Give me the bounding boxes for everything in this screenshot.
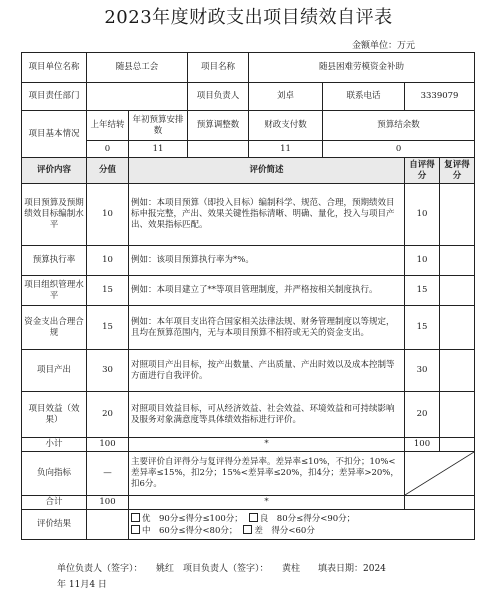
- table-row: [22, 306, 475, 350]
- row-desc: 例如：该项目预算执行率为*%。: [129, 246, 405, 276]
- subtotal-self: 100: [405, 438, 440, 452]
- table-row: [22, 392, 475, 438]
- amount-unit: 金额单位：万元: [351, 41, 415, 51]
- row-recheck-score: [440, 306, 475, 350]
- table-row: [22, 350, 475, 392]
- row-score: 20: [87, 392, 129, 438]
- checkbox-icon: [131, 513, 140, 522]
- row-name: 项目效益（效果）: [22, 392, 87, 438]
- basics-row-values: [22, 141, 475, 158]
- row-self-score: 15: [405, 306, 440, 350]
- info-row-1: [22, 53, 475, 83]
- result-options: [129, 510, 475, 540]
- basics-label: 项目基本情况: [22, 111, 87, 158]
- carryover-value: 0: [87, 141, 129, 158]
- table-row: [22, 276, 475, 306]
- fiscal-payment-value: 11: [249, 141, 323, 158]
- row-self-score: 10: [405, 246, 440, 276]
- row-recheck-score: [440, 246, 475, 276]
- result-option-medium[interactable]: 中 60分≤得分<80分；: [131, 525, 237, 537]
- subtotal-desc: *: [129, 438, 405, 452]
- budget-adjust-label: 预算调整数: [188, 111, 249, 141]
- leader-value: 刘卓: [249, 83, 323, 111]
- total-score: 100: [87, 496, 129, 510]
- row-name: 项目预算及预期绩效目标编制水平: [22, 184, 87, 246]
- row-name: 预算执行率: [22, 246, 87, 276]
- project-name-label: 项目名称: [188, 53, 249, 83]
- row-score: 10: [87, 184, 129, 246]
- row-self-score: 30: [405, 350, 440, 392]
- basics-row-labels: [22, 111, 475, 141]
- row-recheck-score: [440, 184, 475, 246]
- row-desc: 例如：本年项目支出符合国家相关法律法规、财务管理制度以等规定，且均在预算范围内，无与本项目预算不相符或无关的资金支出。: [129, 306, 405, 350]
- diagonal-line: [405, 452, 474, 495]
- checkbox-icon: [243, 525, 252, 534]
- dept-value: [87, 83, 188, 111]
- negative-score: —: [87, 452, 129, 496]
- subtotal-row: [22, 438, 475, 452]
- subtotal-recheck: [440, 438, 475, 452]
- phone-value: 3339079: [405, 83, 475, 111]
- total-desc: *: [129, 496, 405, 510]
- negative-desc: 主要评价自评得分与复评得分差异率。差异率≤10%，不扣分；10%<差异率≤15%，扣2分；15%<差异率≤20%，扣4分；差异率>20%，扣6分。: [129, 452, 405, 496]
- carryover-label: 上年结转: [87, 111, 129, 141]
- result-option-poor[interactable]: 差 得分<60分: [243, 525, 314, 537]
- result-row: [22, 510, 475, 540]
- signature-line-1: 单位负责人（签字）： 姚红 项目负责人（签字）： 黄柱 填表日期：2024: [57, 564, 386, 574]
- budget-balance-value: 0: [323, 141, 475, 158]
- header-content: 评价内容: [22, 158, 87, 184]
- row-score: 15: [87, 276, 129, 306]
- header-self-score: 自评得分: [405, 158, 440, 184]
- budget-balance-label: 预算结余数: [323, 111, 475, 141]
- table-row: [22, 246, 475, 276]
- row-self-score: 20: [405, 392, 440, 438]
- result-blank: [87, 510, 129, 540]
- header-recheck-score: 复评得分: [440, 158, 475, 184]
- total-label: 合计: [22, 496, 87, 510]
- row-name: 项目组织管理水平: [22, 276, 87, 306]
- signature-line-2: 年 11月4 日: [57, 580, 107, 590]
- row-score: 15: [87, 306, 129, 350]
- row-recheck-score: [440, 350, 475, 392]
- unit-label: 项目单位名称: [22, 53, 87, 83]
- row-name: 项目产出: [22, 350, 87, 392]
- row-recheck-score: [440, 276, 475, 306]
- checkbox-icon: [249, 513, 258, 522]
- header-score: 分值: [87, 158, 129, 184]
- unit-value: 随县总工会: [87, 53, 188, 83]
- row-score: 10: [87, 246, 129, 276]
- subtotal-label: 小计: [22, 438, 87, 452]
- result-label: 评价结果: [22, 510, 87, 540]
- result-option-good[interactable]: 良 80分≤得分<90分；: [249, 513, 355, 525]
- dept-label: 项目责任部门: [22, 83, 87, 111]
- evaluation-header-row: [22, 158, 475, 184]
- row-desc: 例如：本项目预算（即投入目标）编制科学、规范、合理，预期绩效目标申报完整，产出、效果关键性指标清晰、明确、量化，投入与项目产出、效果指标匹配。: [129, 184, 405, 246]
- page-title: 2023年度财政支出项目绩效自评表: [104, 7, 393, 28]
- fiscal-payment-label: 财政支付数: [249, 111, 323, 141]
- phone-label: 联系电话: [323, 83, 405, 111]
- table-row: [22, 184, 475, 246]
- initial-budget-label: 年初预算安排数: [129, 111, 188, 141]
- project-name-value: 随县困难劳模资金补助: [249, 53, 475, 83]
- row-recheck-score: [440, 392, 475, 438]
- evaluation-table: [21, 52, 475, 540]
- total-blank: [405, 496, 475, 510]
- row-desc: 对照项目效益目标，可从经济效益、社会效益、环境效益和可持续影响及服务对象满意度等具体绩效指标进行评价。: [129, 392, 405, 438]
- checkbox-icon: [131, 525, 140, 534]
- negative-diagonal-cell: [405, 452, 475, 496]
- info-row-2: [22, 83, 475, 111]
- total-row: [22, 496, 475, 510]
- negative-label: 负向指标: [22, 452, 87, 496]
- leader-label: 项目负责人: [188, 83, 249, 111]
- result-option-excellent[interactable]: 优 90分≤得分≤100分；: [131, 513, 243, 525]
- header-desc: 评价简述: [129, 158, 405, 184]
- negative-indicator-row: [22, 452, 475, 496]
- budget-adjust-value: [188, 141, 249, 158]
- subtotal-score: 100: [87, 438, 129, 452]
- row-self-score: 10: [405, 184, 440, 246]
- row-desc: 对照项目产出目标，按产出数量、产出质量、产出时效以及成本控制等方面进行自我评价。: [129, 350, 405, 392]
- row-score: 30: [87, 350, 129, 392]
- initial-budget-value: 11: [129, 141, 188, 158]
- row-self-score: 15: [405, 276, 440, 306]
- signature-block: [57, 561, 457, 593]
- row-desc: 例如：本项目建立了**等项目管理制度，并严格按相关制度执行。: [129, 276, 405, 306]
- row-name: 资金支出合理合规: [22, 306, 87, 350]
